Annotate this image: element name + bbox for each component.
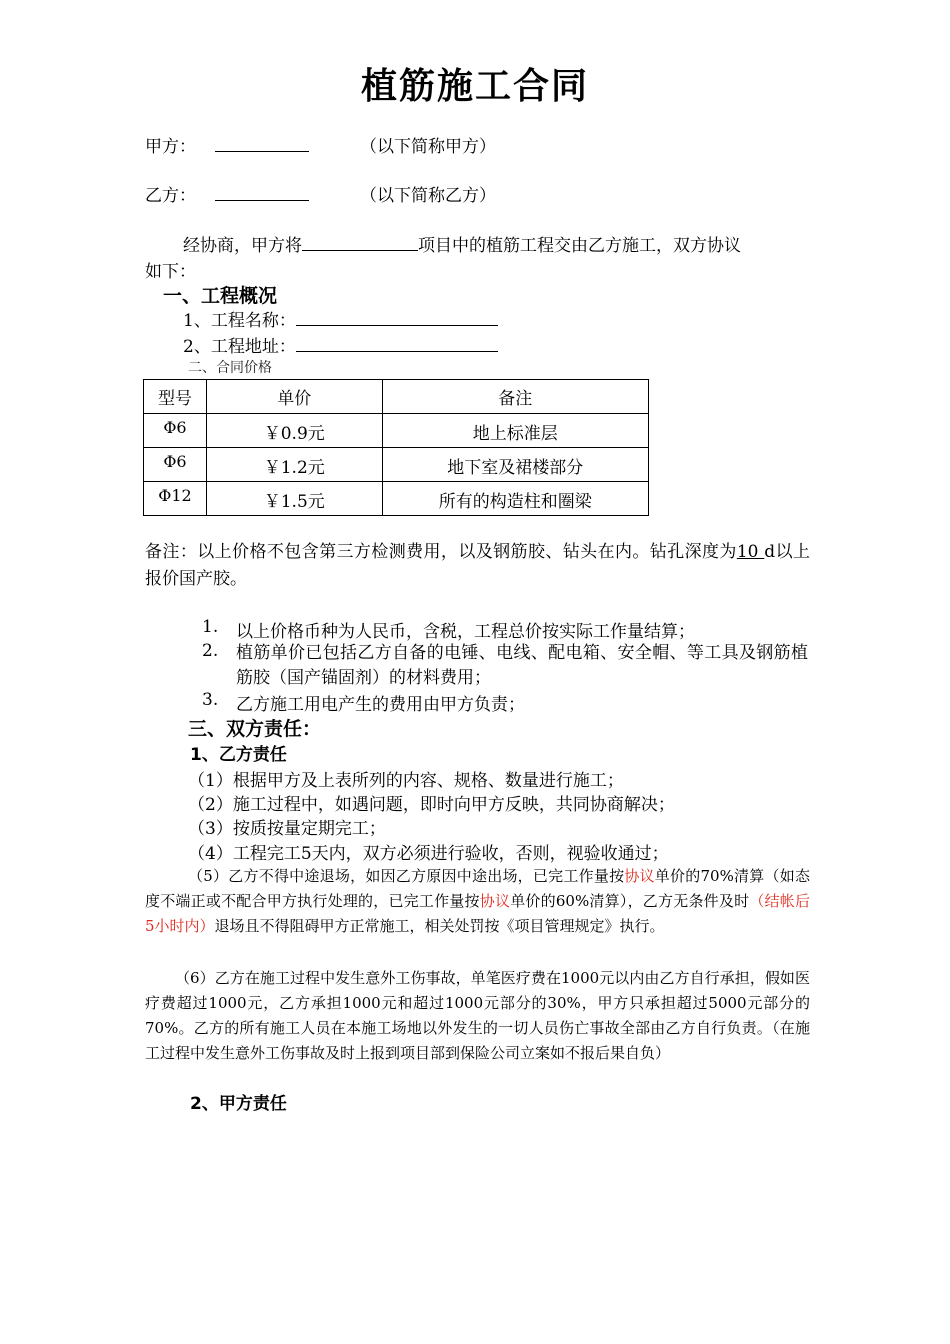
cell-note: 地上标准层: [382, 414, 648, 448]
highlight-agreement-1: 协议: [624, 867, 655, 885]
list-item-3-num: 3.: [202, 690, 219, 710]
document-title: 植筋施工合同: [360, 66, 589, 107]
cell-model: Φ12: [144, 482, 207, 516]
project-address-blank: [296, 333, 498, 352]
project-blank: [302, 232, 418, 251]
party-a-note: （以下简称甲方）: [360, 137, 496, 157]
table-row: [144, 482, 649, 516]
intro-line-1: 经协商，甲方将 项目中的植筋工程交由乙方施工，双方协议: [183, 231, 741, 256]
price-table: [143, 379, 649, 516]
party-a-line: [145, 132, 309, 157]
cell-note: 所有的构造柱和圈梁: [382, 482, 648, 516]
party-b-blank: [215, 182, 309, 201]
section-2-heading: 二、合同价格: [188, 360, 272, 376]
highlight-agreement-2: 协议: [479, 892, 511, 910]
section-1-heading: 一、工程概况: [163, 285, 278, 307]
party-b-line: [145, 181, 309, 206]
duty-item-3: （3）按质按量定期完工；: [188, 819, 386, 839]
list-item-1-num: 1.: [202, 617, 219, 637]
duty-item-2: （2）施工过程中，如遇问题，即时向甲方反映，共同协商解决；: [188, 795, 675, 815]
cell-price: ￥1.5元: [206, 482, 382, 516]
project-name-blank: [296, 307, 498, 326]
project-name-line: 1、工程名称：: [183, 306, 498, 331]
header-price: 单价: [206, 380, 382, 414]
party-a-blank: [215, 133, 309, 152]
duty-item-6: （6）乙方在施工过程中发生意外工伤事故，单笔医疗费在1000元以内由乙方自行承担，假如医疗费超过1000元，乙方承担1000元和超过1000元部分的30%，甲方只承担超过5000元部分的70%。乙方的所有施工人员在本施工场地以外发生的一切人员伤亡事故全部由乙方自行负责。（在施工过程中发生意外工伤事故及时上报到项目部到保险公司立案如不报后果自负）: [145, 969, 810, 1062]
cell-note: 地下室及裙楼部分: [382, 448, 648, 482]
party-b-label: 乙方：: [145, 186, 196, 206]
party-b-duties-heading: 1、乙方责任: [190, 745, 287, 765]
party-a-duties-heading: 2、甲方责任: [190, 1094, 287, 1114]
party-b-note: （以下简称乙方）: [360, 186, 496, 206]
highlight-deadline: （结帐后5小时内）: [145, 892, 810, 935]
duty-item-1: （1）根据甲方及上表所列的内容、规格、数量进行施工；: [188, 771, 624, 791]
header-note: 备注: [382, 380, 648, 414]
cell-price: ￥1.2元: [206, 448, 382, 482]
drill-depth-value: 10: [736, 542, 759, 562]
party-a-label: 甲方：: [145, 137, 196, 157]
list-item-2-text: 植筋单价已包括乙方自备的电锤、电线、配电箱、安全帽、等工具及钢筋植筋胶（国产锚固剂）的材料费用；: [236, 643, 808, 688]
intro-part2: 项目中的植筋工程交由乙方施工，双方协议: [418, 236, 741, 256]
section-3-heading: 三、双方责任：: [188, 718, 322, 740]
table-row: [144, 414, 649, 448]
project-address-line: 2、工程地址：: [183, 332, 498, 357]
duty-item-4: （4）工程完工5天内，双方必须进行验收，否则，视验收通过；: [188, 844, 669, 864]
table-row: [144, 448, 649, 482]
cell-model: Φ6: [144, 448, 207, 482]
table-header-row: [144, 380, 649, 414]
list-item-1-text: 以上价格币种为人民币，含税，工程总价按实际工作量结算；: [236, 622, 695, 642]
header-model: 型号: [144, 380, 207, 414]
cell-price: ￥0.9元: [206, 414, 382, 448]
price-remark: 备注：以上价格不包含第三方检测费用，以及钢筋胶、钻头在内。钻孔深度为10 d以上报价国产胶。: [145, 542, 810, 589]
duty-item-5: （5）乙方不得中途退场，如因乙方原因中途出场，已完工作量按协议单价的70%清算（如态度不端正或不配合甲方执行处理的，已完工作量按协议单价的60%清算），乙方无条件及时（结帐后5小时内）退场且不得阻碍甲方正常施工，相关处罚按《项目管理规定》执行。: [145, 867, 810, 935]
list-item-3-text: 乙方施工用电产生的费用由甲方负责；: [236, 695, 525, 715]
list-item-2-num: 2.: [202, 641, 219, 661]
intro-line-2: 如下：: [145, 262, 196, 282]
cell-model: Φ6: [144, 414, 207, 448]
